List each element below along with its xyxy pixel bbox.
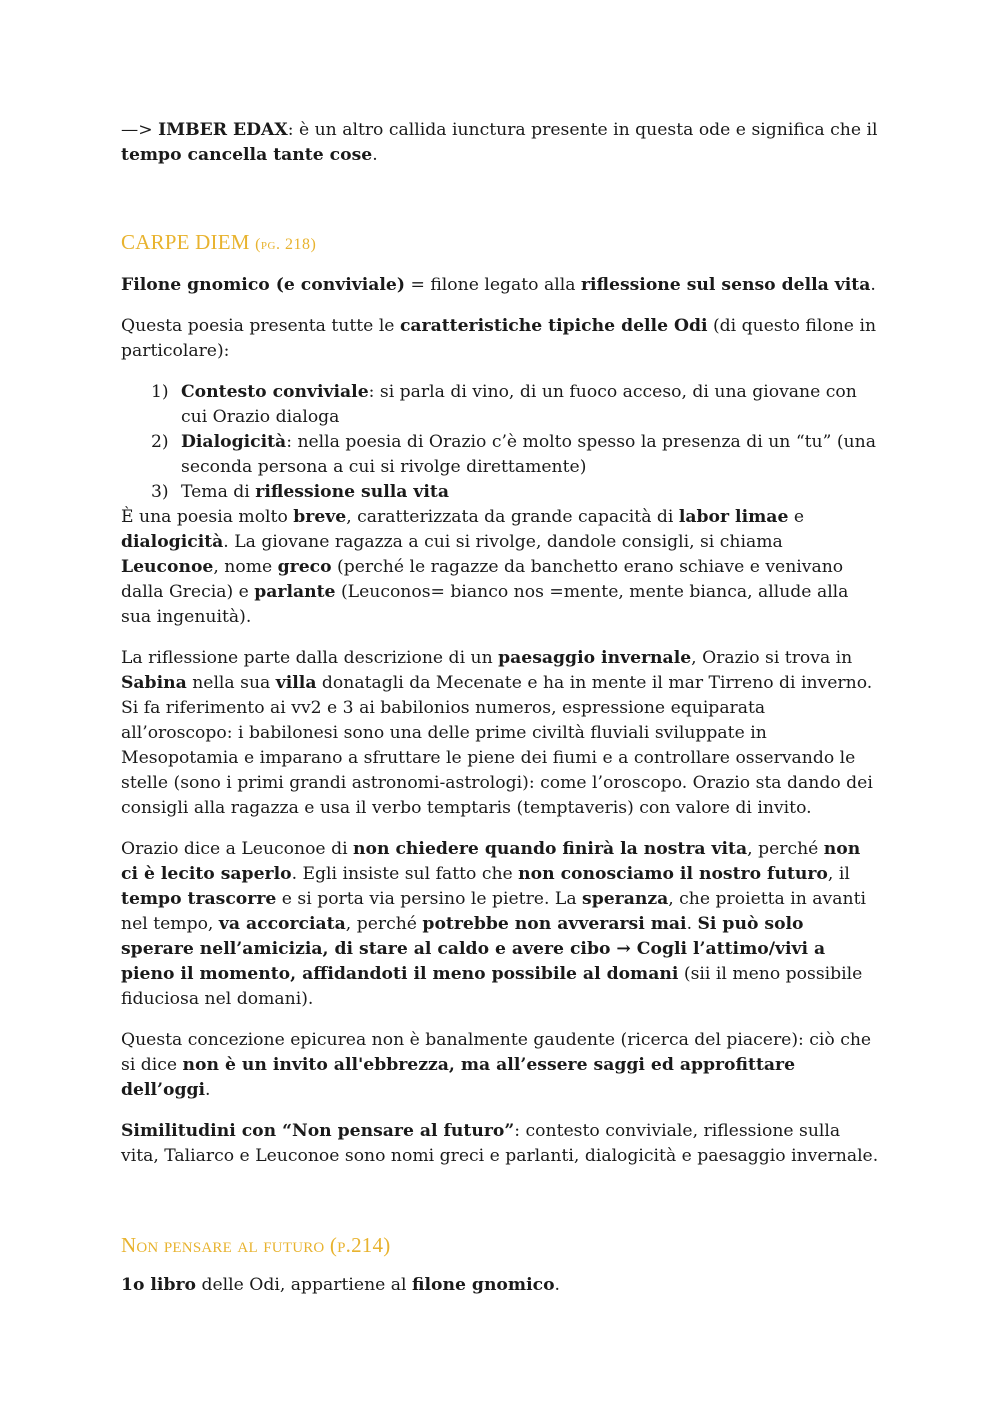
paragraph-filone	[121, 273, 881, 298]
text: = filone legato alla	[405, 275, 581, 295]
text: , Orazio si trova in	[691, 648, 853, 668]
text: È una poesia molto	[121, 507, 294, 527]
text: La riflessione parte dalla descrizione di un	[121, 648, 499, 668]
list-number: 1)	[151, 382, 169, 402]
text: : nella poesia di Orazio c’è molto spesso la presenza di un “tu” (una seconda persona a cui si rivolge direttamente)	[181, 432, 876, 477]
paragraph-breve	[121, 505, 881, 630]
list-item	[121, 480, 881, 505]
heading-sub: (pg. 218)	[255, 236, 317, 253]
text: (sii il meno possibile fiduciosa nel domani).	[121, 964, 863, 1009]
bold-text: non ci è lecito saperlo	[121, 839, 861, 884]
characteristics-list	[121, 380, 881, 505]
bold-text: breve	[293, 507, 347, 527]
list-number: 2)	[151, 432, 169, 452]
bold-text: 1o libro	[121, 1275, 197, 1295]
bold-text: non è un invito all'ebbrezza, ma all’essere saggi ed approfittare dell’oggi	[121, 1055, 796, 1100]
paragraph-leuconoe	[121, 837, 881, 1012]
text: , che proietta in avanti nel tempo,	[121, 889, 866, 934]
arrow-text: —>	[121, 120, 153, 140]
text: , caratterizzata da grande capacità di	[346, 507, 679, 527]
bold-text: dialogicità	[121, 532, 224, 552]
list-item	[121, 430, 881, 480]
text: : si parla di vino, di un fuoco acceso, di una giovane con cui Orazio dialoga	[181, 382, 857, 427]
paragraph-epicurea	[121, 1028, 881, 1103]
text: Questa poesia presenta tutte le	[121, 316, 400, 336]
list-number: 3)	[151, 482, 169, 502]
bold-text: caratteristiche tipiche delle Odi	[399, 316, 708, 336]
text: .	[205, 1080, 211, 1100]
bold-text: potrebbe non avverarsi mai	[422, 914, 687, 934]
text: Tema di	[181, 482, 256, 502]
intro-paragraph	[121, 118, 881, 168]
bold-text: paesaggio invernale	[498, 648, 692, 668]
paragraph-paesaggio	[121, 646, 881, 821]
text: : contesto conviviale, riflessione sulla vita, Taliarco e Leuconoe sono nomi greci e parlanti, dialogicità e paesaggio invernale.	[121, 1121, 879, 1166]
heading-main: CARPE DIEM	[121, 230, 250, 254]
text: .	[686, 914, 698, 934]
bold-text: non chiedere quando finirà la nostra vita	[353, 839, 748, 859]
text: .	[372, 145, 378, 165]
bold-text: parlante	[254, 582, 336, 602]
bold-text: riflessione sul senso della vita	[580, 275, 871, 295]
bold-text: IMBER EDAX	[158, 120, 288, 140]
document-page	[121, 118, 881, 1298]
bold-text: riflessione sulla vita	[255, 482, 450, 502]
bold-text: Filone gnomico (e conviviale)	[121, 275, 405, 295]
text: . La giovane ragazza a cui si rivolge, dandole consigli, si chiama	[223, 532, 783, 552]
bold-text: tempo trascorre	[121, 889, 277, 909]
text: Questa concezione epicurea non è banalmente gaudente (ricerca del piacere): ciò che si dice	[121, 1030, 872, 1075]
paragraph-libro	[121, 1273, 881, 1298]
section-heading-carpe-diem	[121, 228, 881, 259]
text: .	[554, 1275, 561, 1295]
text: , perché	[345, 914, 423, 934]
text: delle Odi, appartiene al	[196, 1275, 413, 1295]
text: , nome	[213, 557, 278, 577]
bold-text: Contesto conviviale	[181, 382, 369, 402]
text: nella sua	[186, 673, 276, 693]
paragraph-caratteristiche	[121, 314, 881, 364]
bold-text: filone gnomico	[412, 1275, 555, 1295]
text: e si porta via persino le pietre. La	[276, 889, 583, 909]
bold-text: Dialogicità	[181, 432, 287, 452]
bold-text: labor limae	[678, 507, 789, 527]
bold-text: speranza	[582, 889, 669, 909]
list-item	[121, 380, 881, 430]
bold-text: greco	[277, 557, 332, 577]
bold-text: tempo cancella tante cose	[121, 145, 373, 165]
bold-text: Leuconoe	[121, 557, 214, 577]
section-heading-non-pensare: Non pensare al futuro (p.214)	[121, 1233, 391, 1257]
text: .	[870, 275, 876, 295]
text: . Egli insiste sul fatto che	[291, 864, 519, 884]
text: Orazio dice a Leuconoe di	[121, 839, 354, 859]
text: , il	[827, 864, 850, 884]
bold-text: va accorciata	[218, 914, 346, 934]
text: , perché	[747, 839, 824, 859]
text: (di questo filone in particolare):	[121, 316, 877, 361]
text: : è un altro callida iunctura presente in questa ode e significa che il	[287, 120, 878, 140]
bold-text: Sabina	[121, 673, 187, 693]
text: (Leuconos= bianco nos =mente, mente bianca, allude alla sua ingenuità).	[121, 582, 849, 627]
paragraph-similitudini	[121, 1119, 881, 1169]
bold-text: villa	[275, 673, 317, 693]
text: (perché le ragazze da banchetto erano schiave e venivano dalla Grecia) e	[121, 557, 844, 602]
text: e	[788, 507, 805, 527]
bold-text: Si può solo sperare nell’amicizia, di stare al caldo e avere cibo → Cogli l’attimo/vivi a pieno il momento, affidandoti il meno possibile al domani	[121, 914, 826, 984]
bold-text: Similitudini con “Non pensare al futuro”	[121, 1121, 515, 1141]
bold-text: non conosciamo il nostro futuro	[518, 864, 828, 884]
text: donatagli da Mecenate e ha in mente il mar Tirreno di inverno. Si fa riferimento ai vv2 e 3 ai babilonios numeros, espressione equiparata all’oroscopo: i babilonesi sono una delle prime civiltà fluviali sviluppate in Mesopotamia e imparano a sfruttare le piene dei fiumi e a controllare osservando le stelle (sono i primi grandi astronomi-astrologi): come l’oroscopo. Orazio sta dando dei consigli alla ragazza e usa il verbo temptaris (temptaveris) con valore di invito.	[121, 673, 873, 818]
